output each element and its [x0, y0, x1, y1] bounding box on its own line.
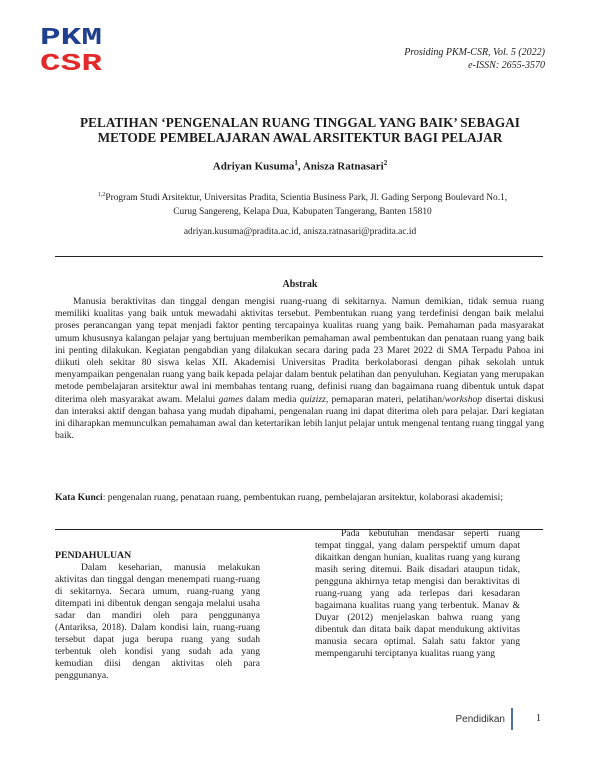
logo-text-pkm: PKM — [40, 25, 102, 52]
abstract-heading: Abstrak — [282, 279, 318, 290]
section-heading-pendahuluan: PENDAHULUAN — [55, 550, 132, 561]
paper-title-line-2: METODE PEMBELAJARAN AWAL ARSITEKTUR BAGI PELAJAR — [97, 129, 503, 145]
abstract-italic-workshop: workshop — [444, 393, 483, 405]
affiliation-text: Program Studi Arsitektur, Universitas Pradita, Scientia Business Park, Jl. Gading Serpong Boulevard No.1, Curug Sangereng, Kelapa Dua, Kabupaten Tangerang, Banten 15810 — [105, 193, 508, 218]
keywords — [55, 492, 544, 505]
logo-text-csr: CSR — [40, 51, 103, 76]
author-list — [60, 159, 540, 173]
abstract-text-3: , pemaparan materi, pelatihan/ — [325, 393, 445, 405]
paper-title — [60, 116, 540, 145]
proceedings-volume: Prosiding PKM-CSR, Vol. 5 (2022) — [404, 47, 545, 58]
footer-section-label: Pendidikan — [455, 714, 505, 725]
abstract-italic-quizizz: quizizz — [299, 393, 326, 405]
keywords-text: : pengenalan ruang, penataan ruang, pembentukan ruang, pembelajaran arsitektur, kolaborasi akademisi; — [102, 492, 503, 503]
right-column — [315, 528, 520, 660]
author-emails: adriyan.kusuma@pradita.ac.id, anisza.ratnasari@pradita.ac.id — [183, 227, 417, 237]
pkm-csr-logo — [40, 22, 104, 76]
author-1: Adriyan Kusuma — [212, 160, 295, 173]
author-2: Anisza Ratnasari — [302, 160, 384, 173]
proceedings-header — [404, 47, 545, 72]
affiliation — [95, 188, 510, 219]
paper-title-line-1: PELATIHAN ‘PENGENALAN RUANG TINGGAL YANG BAIK’ SEBAGAI — [80, 115, 520, 130]
page-number: 1 — [536, 713, 541, 724]
abstract-text-2: dalam media — [243, 393, 300, 405]
affiliation-mark: 1,2 — [97, 192, 106, 198]
abstract-text-1: Manusia beraktivitas dan tinggal dengan mengisi ruang-ruang di sekitarnya. Namun demikian, tidak semua ruang memiliki kualitas yang baik untuk mewadahi aktivitas tersebut. Pembentukan ruang yang terdefinisi dengan baik melalui proses perancangan yang tepat menjadi faktor penting tercapainya kualitas ruang yang baik. Pemahaman pada masyarakat umum khususnya kalangan pelajar yang bertujuan memberikan pemahaman awal pembentukan dan penataan ruang yang baik ini penting dilakukan. Kegiatan pengabdian yang dilakukan secara daring pada 23 Maret 2022 di SMA Terpadu Pahoa ini diikuti oleh sekitar 80 siswa kelas XII. Akademisi Universitas Pradita berkolaborasi dengan pihak sekolah untuk menyampaikan pengenalan ruang yang baik kepada pelajar dalam bentuk pelatihan dan penyuluhan. Kegiatan yang merupakan metode pembelajaran arsitektur awal ini membahas tentang ruang, definisi ruang dan bagaimana ruang dibentuk untuk dapat diterima oleh masyarakat awam. Melalui — [55, 296, 544, 405]
divider-top — [55, 256, 543, 257]
proceedings-issn: e-ISSN: 2655-3570 — [468, 59, 545, 71]
footer-divider-bar — [511, 708, 513, 730]
author-2-affiliation-mark: 2 — [383, 159, 388, 167]
intro-paragraph-right: Pada kebutuhan mendasar seperti ruang tempat tinggal, yang dalam perspektif umum dapat dikaitkan dengan hunian, kualitas ruang yang kurang masih sering ditemui. Baik disadari ataupun tidak, pengguna akhirnya tetap mengisi dan beraktivitas di ruang-ruang yang ada terlepas dari kesadaran bagaimana kualitas ruang yang terbentuk. Manav & Duyar (2012) menjelaskan bahwa ruang yang dibentuk dan ditata baik dapat mendukung aktivitas manusia secara optimal. Salah satu faktor yang mempengaruhi terciptanya kualitas ruang yang — [315, 528, 520, 659]
intro-paragraph-left: Dalam keseharian, manusia melakukan aktivitas dan tinggal dengan menempati ruang-ruang di sekitarnya. Secara umum, ruang-ruang yang ditempati ini dibentuk dengan sengaja melalui usaha sadar dan mandiri oleh para penggunanya (Antariksa, 2018). Dalam kondisi lain, ruang-ruang tersebut dapat juga berupa ruang yang sudah terbentuk oleh kondisi yang sudah ada yang kemudian diisi dengan aktivitas oleh para penggunanya. — [55, 562, 260, 681]
left-column — [55, 528, 260, 682]
abstract-italic-games: games — [218, 393, 244, 405]
keywords-label: Kata Kunci — [55, 492, 103, 503]
author-1-affiliation-mark: 1 — [294, 159, 298, 167]
pkm-csr-logo-graphic — [40, 22, 104, 76]
author-separator: , — [297, 160, 303, 173]
abstract-text-4: disertai diskusi dan interaksi aktif dengan bahasa yang mudah dipahami, pengenalan ruang ini dapat diterima oleh para pelajar. Dari kegiatan ini diharapkan memunculkan pemahaman awal dan ketertarikan lebih lanjut pelajar untuk mengenal tentang ruang tinggal yang baik. — [55, 393, 545, 442]
abstract-body — [55, 296, 544, 442]
